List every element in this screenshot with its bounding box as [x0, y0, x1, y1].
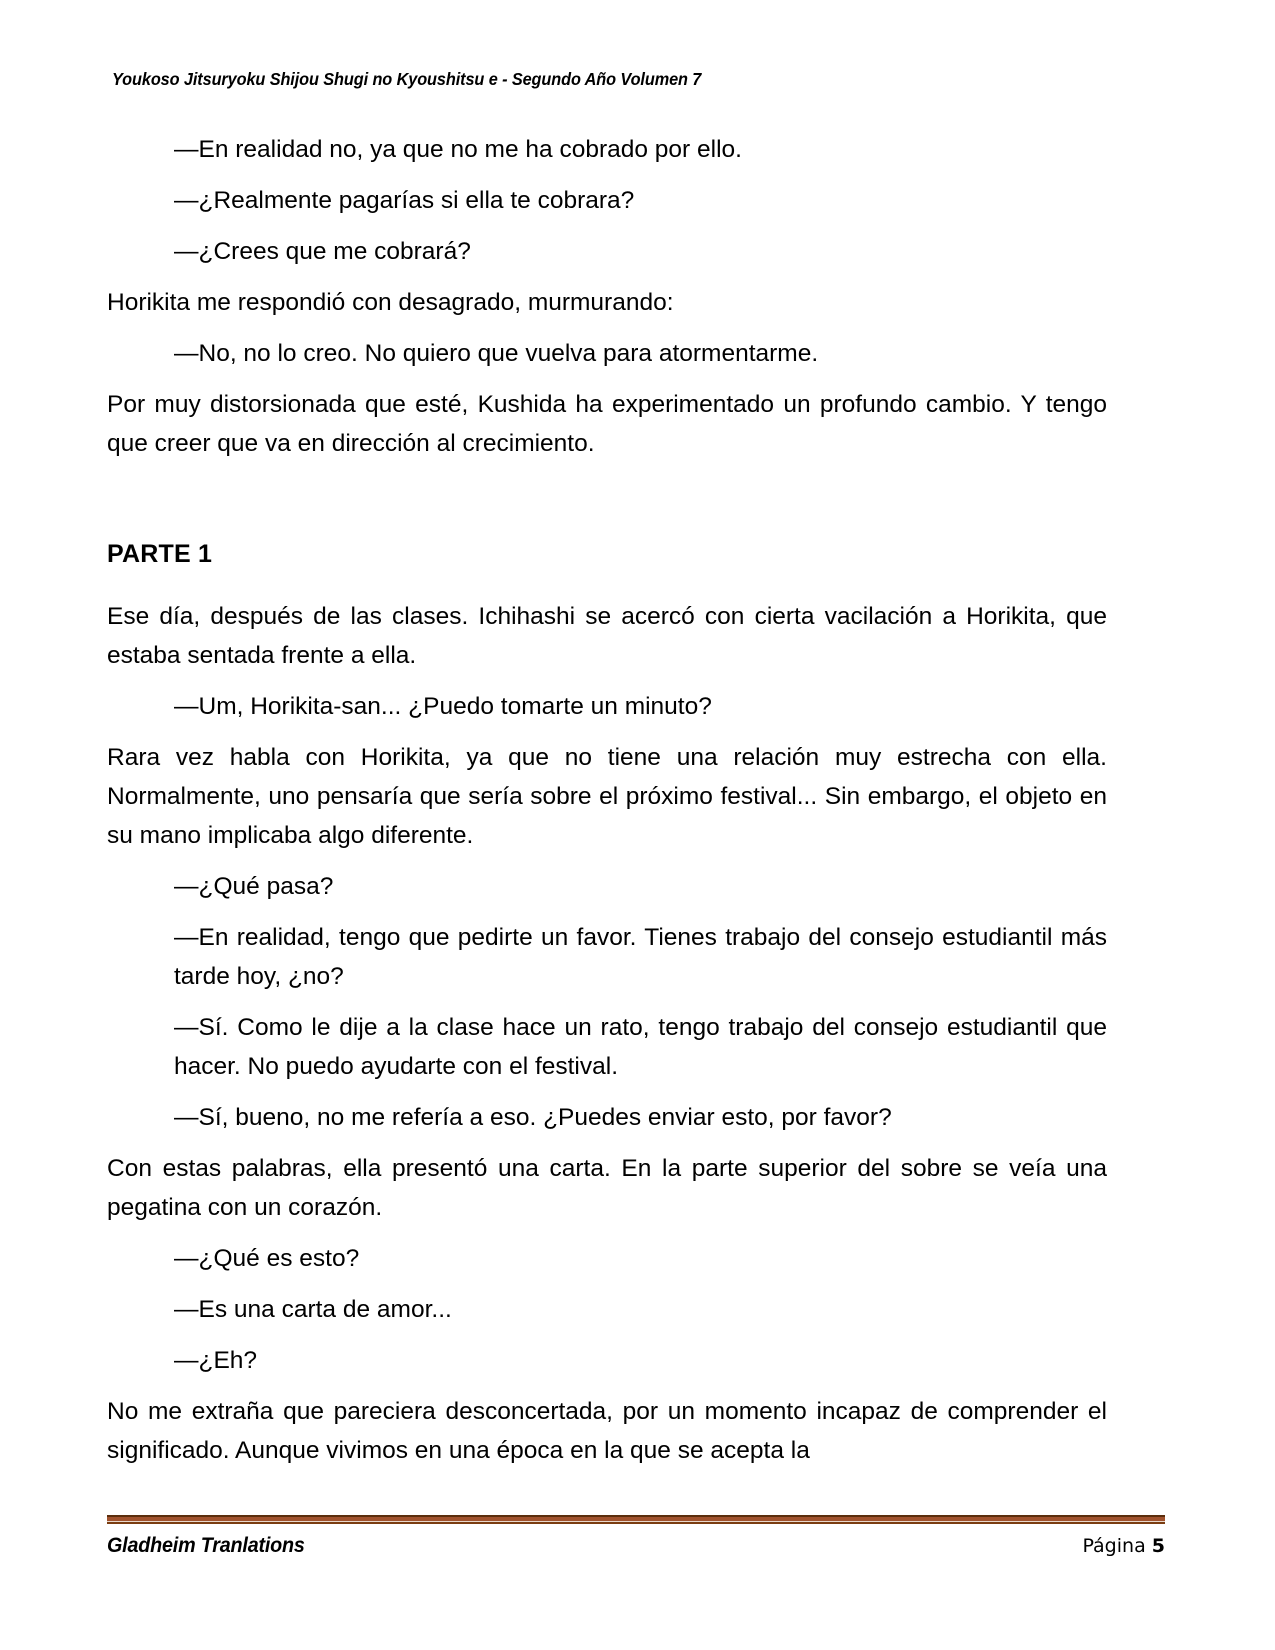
paragraph-block [107, 1149, 1107, 1227]
paragraph-block [107, 867, 1107, 906]
dialogue-line: —No, no lo creo. No quiero que vuelva para atormentarme. [174, 340, 819, 367]
dialogue-line: —En realidad no, ya que no me ha cobrado por ello. [174, 136, 742, 163]
paragraph-block [107, 1392, 1107, 1470]
dialogue-line: —Es una carta de amor... [174, 1296, 452, 1323]
paragraph-block [107, 1341, 1107, 1380]
paragraph-block [107, 1290, 1107, 1329]
header-title: Youkoso Jitsuryoku Shijou Shugi no Kyoushitsu e - Segundo Año Volumen 7 [112, 69, 702, 89]
dialogue-line: —¿Qué pasa? [174, 873, 334, 900]
dialogue-line: —¿Crees que me cobrará? [174, 238, 471, 265]
footer-row [107, 1534, 1165, 1558]
footer-page-number: 5 [1151, 1535, 1165, 1557]
dialogue-line: —¿Eh? [174, 1347, 258, 1374]
paragraph-block [107, 283, 1107, 322]
dialogue-line: —Um, Horikita-san... ¿Puedo tomarte un minuto? [174, 693, 712, 720]
dialogue-line: —¿Qué es esto? [174, 1245, 360, 1272]
running-header [112, 68, 1162, 94]
dialogue-line: —Sí. Como le dije a la clase hace un rato, tengo trabajo del consejo estudiantil que hacer. No puedo ayudarte con el festival. [174, 1014, 1107, 1080]
footer-page-indicator [1082, 1535, 1165, 1557]
heading-spacer [107, 571, 1107, 597]
dialogue-line: —En realidad, tengo que pedirte un favor. Tienes trabajo del consejo estudiantil más tarde hoy, ¿no? [174, 924, 1107, 990]
paragraph-block [107, 334, 1107, 373]
paragraph-block [107, 918, 1107, 996]
narration-paragraph: Con estas palabras, ella presentó una carta. En la parte superior del sobre se veía una pegatina con un corazón. [107, 1155, 1107, 1221]
page-footer [107, 1515, 1165, 1558]
section-spacer [107, 475, 1107, 537]
footer-divider [107, 1515, 1165, 1524]
paragraph-block [107, 232, 1107, 271]
paragraph-block [107, 1098, 1107, 1137]
paragraph-block [107, 385, 1107, 463]
footer-divider-thin-band [107, 1522, 1165, 1524]
paragraph-block [107, 738, 1107, 855]
paragraph-block [107, 687, 1107, 726]
dialogue-line: —¿Realmente pagarías si ella te cobrara? [174, 187, 635, 214]
paragraph-block [107, 1239, 1107, 1278]
dialogue-line: —Sí, bueno, no me refería a eso. ¿Puedes enviar esto, por favor? [174, 1104, 892, 1131]
narration-paragraph: Por muy distorsionada que esté, Kushida ha experimentado un profundo cambio. Y tengo que creer que va en dirección al crecimiento. [107, 391, 1107, 457]
narration-paragraph: Horikita me respondió con desagrado, murmurando: [107, 289, 674, 316]
paragraph-block [107, 181, 1107, 220]
footer-page-label: Página [1082, 1535, 1146, 1557]
paragraph-block [107, 130, 1107, 169]
paragraph-block [107, 597, 1107, 675]
narration-paragraph: Rara vez habla con Horikita, ya que no tiene una relación muy estrecha con ella. Normalmente, uno pensaría que sería sobre el próximo festival... Sin embargo, el objeto en su mano implicaba algo diferente. [107, 744, 1107, 849]
narration-paragraph: Ese día, después de las clases. Ichihashi se acercó con cierta vacilación a Horikita, que estaba sentada frente a ella. [107, 603, 1107, 669]
footer-brand-label: Gladheim Tranlations [107, 1534, 305, 1557]
narration-paragraph: No me extraña que pareciera desconcertada, por un momento incapaz de comprender el significado. Aunque vivimos en una época en la que se acepta la [107, 1398, 1107, 1464]
body-text-column [107, 130, 1107, 1482]
paragraph-block [107, 1008, 1107, 1086]
section-heading-parte-1: PARTE 1 [107, 540, 213, 568]
